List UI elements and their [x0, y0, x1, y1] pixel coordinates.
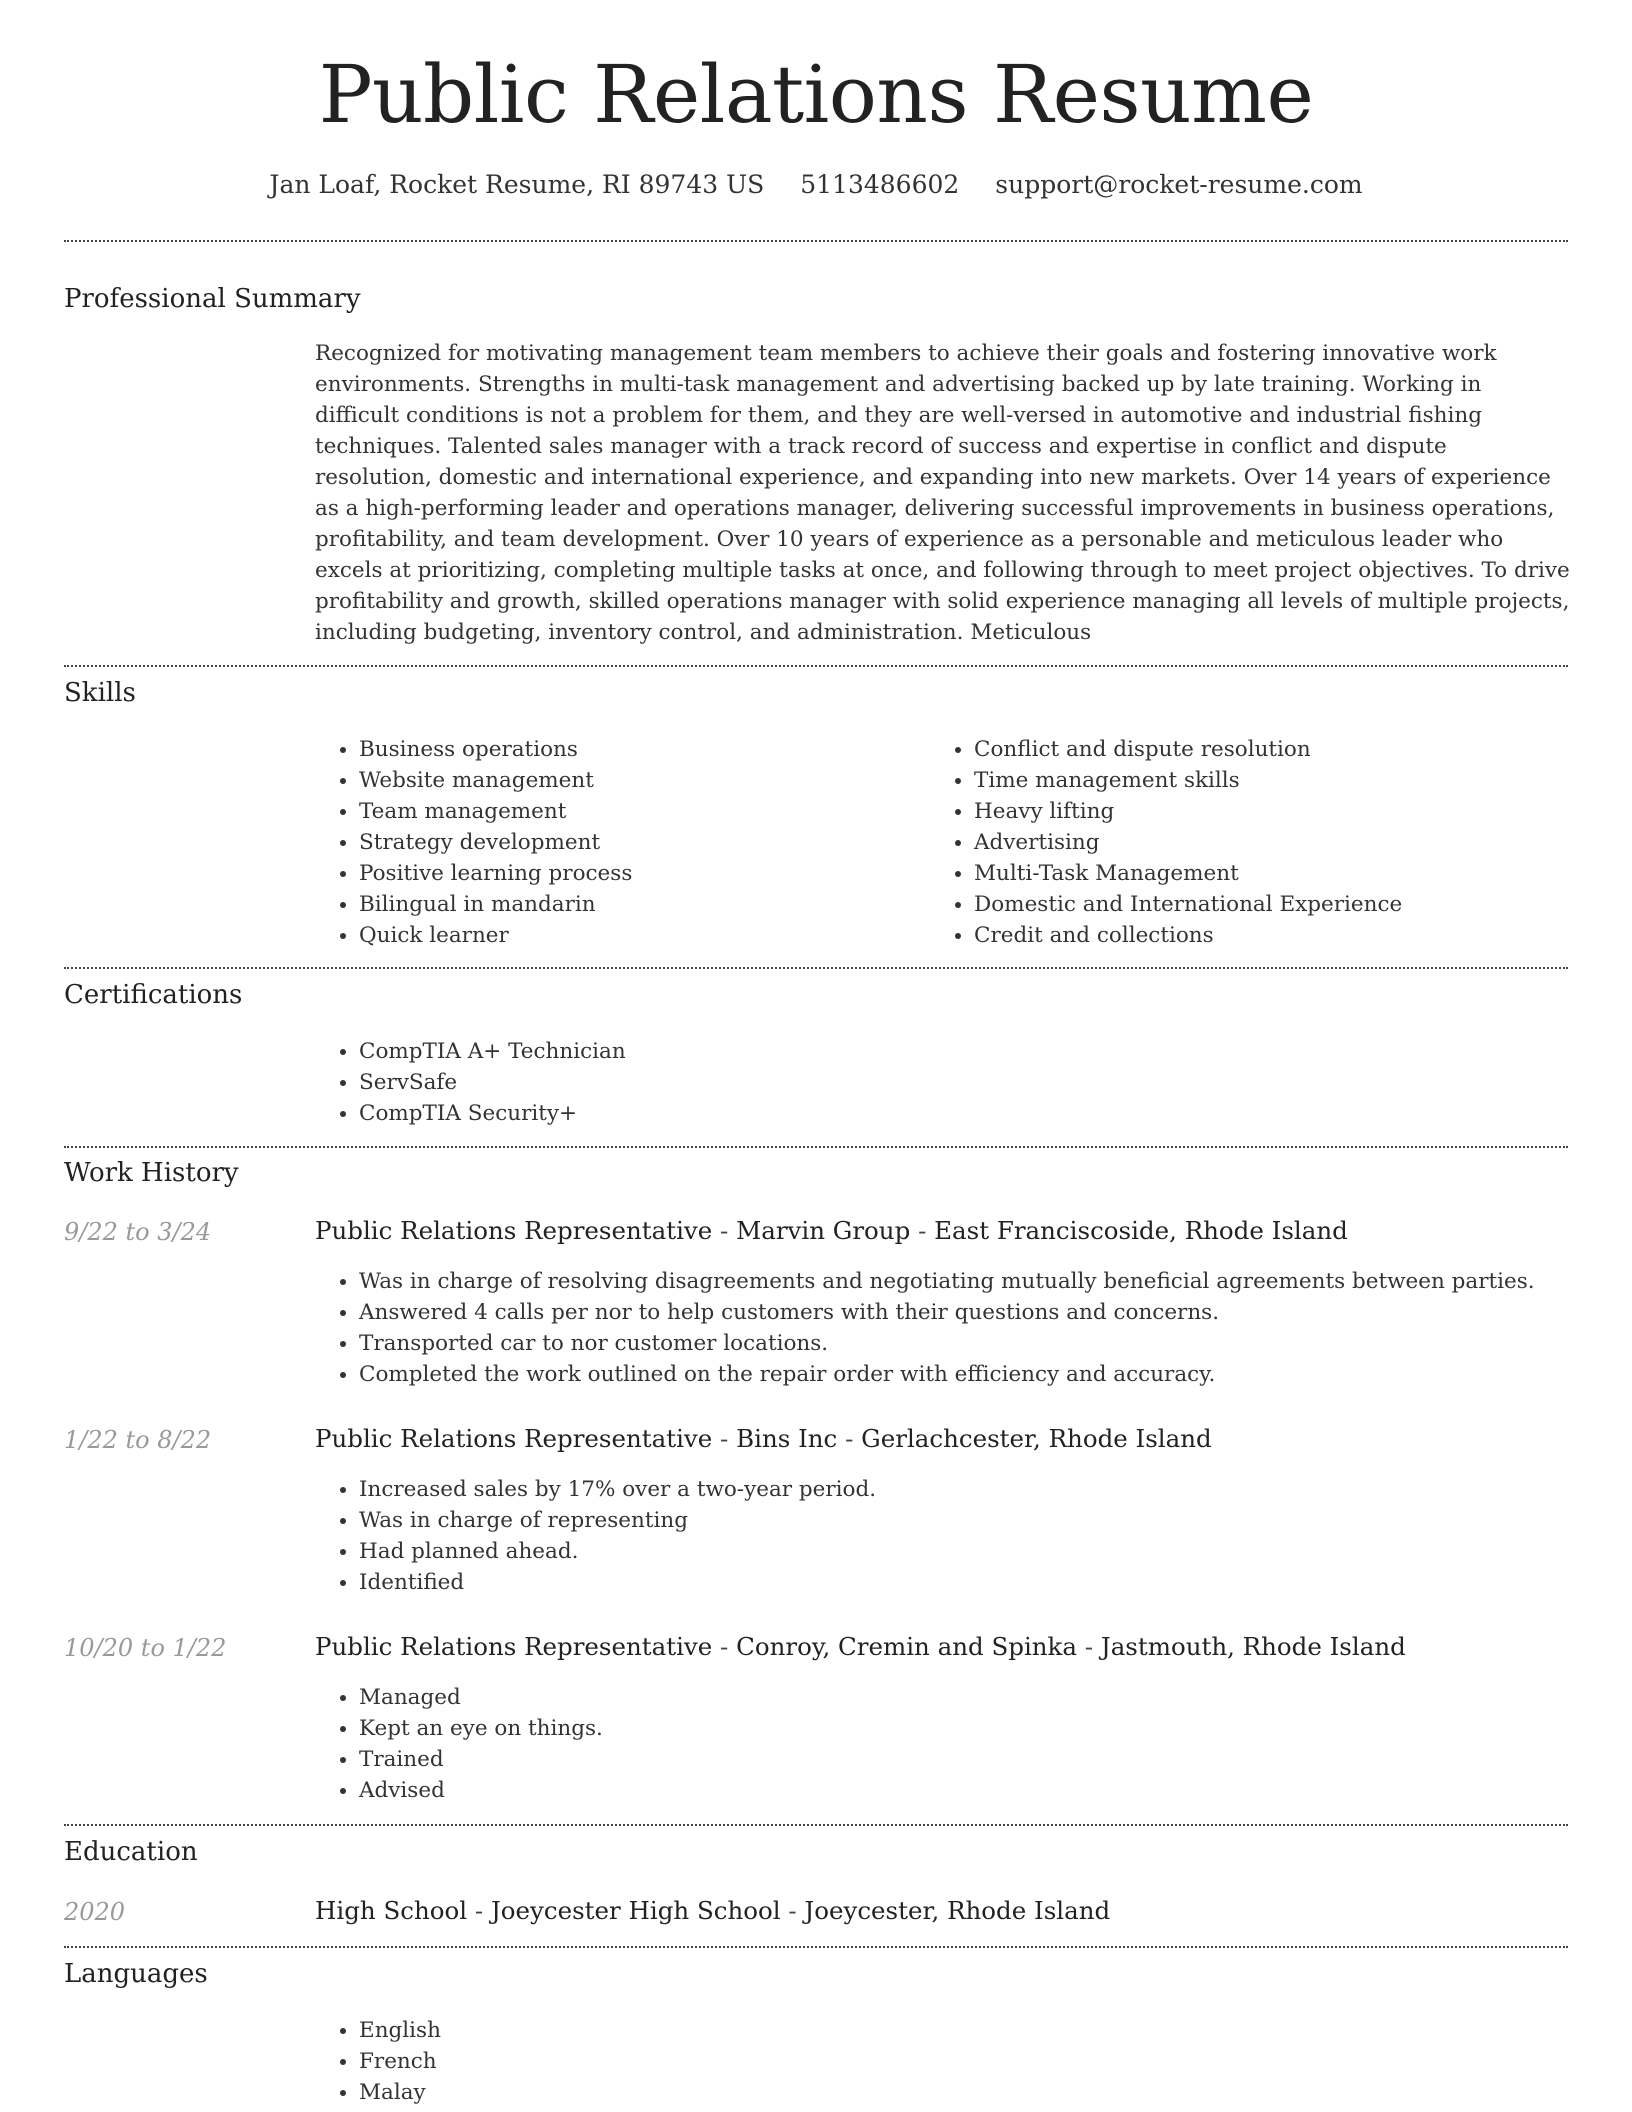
- job-bullets: [315, 1266, 1599, 1390]
- job-company: Marvin Group: [736, 1216, 911, 1245]
- job-bullet: • Answered 4 calls per nor to help customers with their questions and concerns.: [359, 1297, 1599, 1328]
- job-company: Conroy, Cremin and Spinka: [736, 1632, 1078, 1661]
- language-item: • French: [359, 2046, 959, 2077]
- job-dates: 10/20 to 1/22: [64, 1634, 227, 1662]
- job-dates: 9/22 to 3/24: [64, 1218, 212, 1246]
- job-title: Public Relations Representative: [315, 1424, 713, 1453]
- job-company: Bins Inc: [736, 1424, 838, 1453]
- skill-item: • Multi-Task Management: [974, 858, 1594, 889]
- contact-phone: 5113486602: [800, 170, 960, 199]
- job-title-line: Public Relations Representative - Bins Inc - Gerlachcester, Rhode Island: [315, 1424, 1212, 1453]
- languages-list: [315, 2015, 959, 2108]
- contact-email: support@rocket-resume.com: [995, 170, 1363, 199]
- certification-item: • CompTIA A+ Technician: [359, 1036, 1159, 1067]
- certification-item: • ServSafe: [359, 1067, 1159, 1098]
- job-dates: 1/22 to 8/22: [64, 1426, 212, 1454]
- education-school: Joeycester High School: [490, 1896, 781, 1925]
- skills-list-right: [930, 734, 1594, 951]
- job-title: Public Relations Representative: [315, 1216, 713, 1245]
- job-bullet: • Trained: [359, 1744, 1599, 1775]
- divider: [64, 967, 1568, 969]
- skill-item: • Domestic and International Experience: [974, 889, 1594, 920]
- summary-text: Recognized for motivating management team members to achieve their goals and fostering innovative work environments. Strengths in multi-task management and advertising backed up by late training. Working in difficult conditions is not a problem for them, and they are well-versed in automotive and industrial fishing techniques. Talented sales manager with a track record of success and expertise in conflict and dispute resolution, domestic and international experience, and expanding into new markets. Over 14 years of experience as a high-performing leader and operations manager, delivering successful improvements in business operations, profitability, and team development. Over 10 years of experience as a personable and meticulous leader who excels at prioritizing, completing multiple tasks at once, and following through to meet project objectives. To drive profitability and growth, skilled operations manager with solid experience managing all levels of multiple projects, including budgeting, inventory control, and administration. Meticulous: [315, 341, 1570, 645]
- contact-line: [0, 170, 1632, 199]
- education-year: 2020: [64, 1898, 126, 1926]
- skill-item: • Credit and collections: [974, 920, 1594, 951]
- skill-item: • Business operations: [359, 734, 919, 765]
- divider: [64, 1946, 1568, 1948]
- divider: [64, 240, 1568, 242]
- job-location: Jastmouth, Rhode Island: [1100, 1632, 1406, 1661]
- education-location: Joeycester, Rhode Island: [804, 1896, 1111, 1925]
- certification-item: • CompTIA Security+: [359, 1098, 1159, 1129]
- divider: [64, 1824, 1568, 1826]
- certifications-list: [315, 1036, 1159, 1129]
- job-location: Gerlachcester, Rhode Island: [861, 1424, 1212, 1453]
- divider: [64, 1146, 1568, 1148]
- skill-item: • Quick learner: [359, 920, 919, 951]
- job-bullet: • Completed the work outlined on the repair order with efficiency and accuracy.: [359, 1359, 1599, 1390]
- certifications-heading: Certifications: [64, 980, 243, 1010]
- education-heading: Education: [64, 1837, 198, 1867]
- skill-item: • Team management: [359, 796, 919, 827]
- skill-item: • Time management skills: [974, 765, 1594, 796]
- divider: [64, 665, 1568, 667]
- job-title-line: Public Relations Representative - Conroy, Cremin and Spinka - Jastmouth, Rhode Island: [315, 1632, 1406, 1661]
- job-bullet: • Managed: [359, 1682, 1599, 1713]
- languages-heading: Languages: [64, 1959, 208, 1989]
- job-bullets: [315, 1682, 1599, 1806]
- job-bullet: • Increased sales by 17% over a two-year period.: [359, 1474, 1599, 1505]
- job-bullet: • Had planned ahead.: [359, 1536, 1599, 1567]
- language-item: • Malay: [359, 2077, 959, 2108]
- resume-title: Public Relations Resume: [318, 48, 1314, 141]
- skill-item: • Conflict and dispute resolution: [974, 734, 1594, 765]
- skills-heading: Skills: [64, 678, 136, 708]
- skill-item: • Website management: [359, 765, 919, 796]
- contact-address: Jan Loaf, Rocket Resume, RI 89743 US: [269, 170, 765, 199]
- language-item: • English: [359, 2015, 959, 2046]
- education-degree: High School: [315, 1896, 468, 1925]
- education-line: High School - Joeycester High School - Joeycester, Rhode Island: [315, 1896, 1111, 1925]
- skill-item: • Positive learning process: [359, 858, 919, 889]
- job-bullet: • Transported car to nor customer locations.: [359, 1328, 1599, 1359]
- skill-item: • Bilingual in mandarin: [359, 889, 919, 920]
- job-location: East Franciscoside, Rhode Island: [934, 1216, 1348, 1245]
- skill-item: • Advertising: [974, 827, 1594, 858]
- job-bullet: • Was in charge of resolving disagreements and negotiating mutually beneficial agreements between parties.: [359, 1266, 1599, 1297]
- job-bullet: • Identified: [359, 1567, 1599, 1598]
- job-bullet: • Advised: [359, 1775, 1599, 1806]
- job-title: Public Relations Representative: [315, 1632, 713, 1661]
- skills-list-left: [315, 734, 919, 951]
- job-title-line: Public Relations Representative - Marvin Group - East Franciscoside, Rhode Island: [315, 1216, 1348, 1245]
- job-bullet: • Was in charge of representing: [359, 1505, 1599, 1536]
- job-bullets: [315, 1474, 1599, 1598]
- summary-heading: Professional Summary: [64, 284, 361, 314]
- skill-item: • Strategy development: [359, 827, 919, 858]
- skill-item: • Heavy lifting: [974, 796, 1594, 827]
- job-bullet: • Kept an eye on things.: [359, 1713, 1599, 1744]
- work-heading: Work History: [64, 1158, 239, 1188]
